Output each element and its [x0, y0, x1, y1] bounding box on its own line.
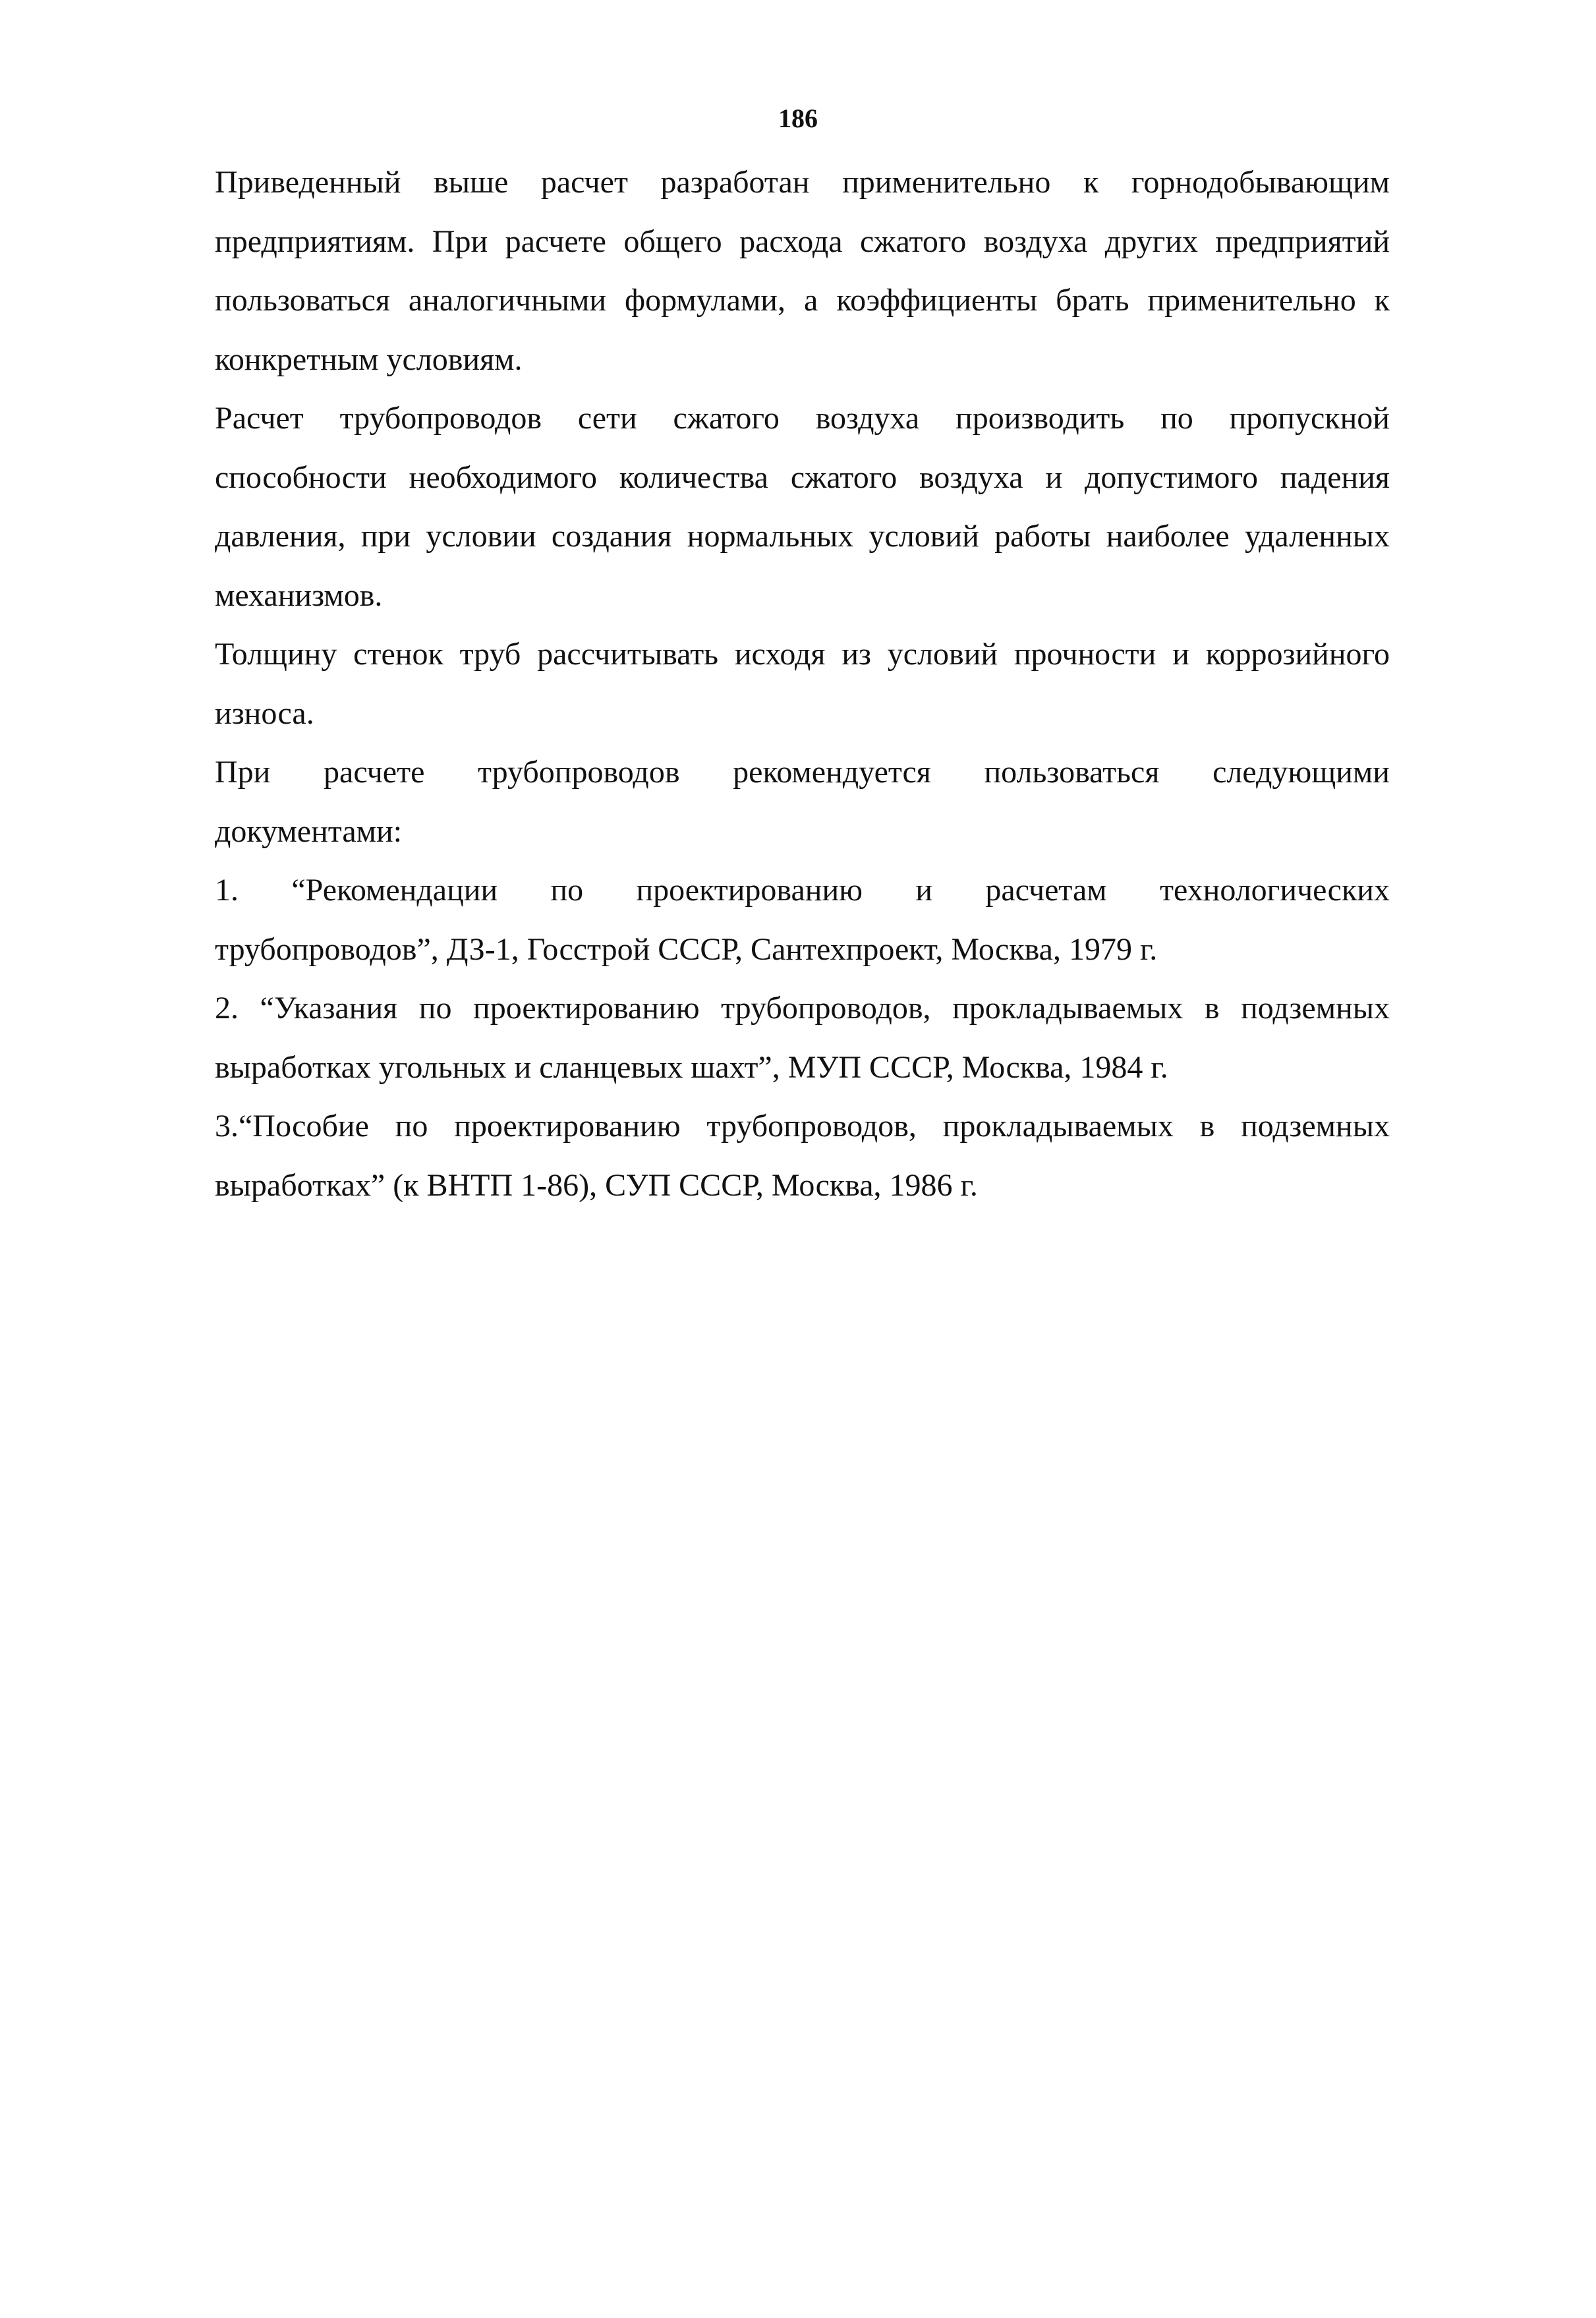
text-line: механизмов.: [215, 577, 383, 613]
text-line: трубопроводов”, ДЗ-1, Госстрой СССР, Сантехпроект, Москва, 1979 г.: [215, 931, 1158, 967]
reference-item-2: [134, 979, 1390, 1097]
text-line: давления, при условии создания нормальных условий работы наиболее удаленных: [215, 519, 1390, 554]
text-line: выработках угольных и сланцевых шахт”, МУП СССР, Москва, 1984 г.: [215, 1049, 1168, 1085]
text-line: Толщину стенок труб рассчитывать исходя из условий прочности и коррозийного: [215, 637, 1390, 672]
paragraph-recommended-documents: [134, 743, 1390, 861]
reference-item-3: [134, 1097, 1390, 1215]
paragraph-pipeline-calculation: [134, 389, 1390, 625]
text-line: выработках” (к ВНТП 1-86), СУП СССР, Москва, 1986 г.: [215, 1167, 978, 1203]
text-line: Приведенный выше расчет разработан применительно к горнодобывающим: [215, 165, 1390, 200]
paragraph-wall-thickness: [134, 625, 1390, 743]
text-line: конкретным условиям.: [215, 341, 523, 377]
paragraph-calculation-scope: [134, 153, 1390, 389]
reference-item-1: [134, 861, 1390, 979]
text-line: способности необходимого количества сжатого воздуха и допустимого падения: [215, 459, 1390, 495]
document-body: [134, 153, 1390, 1215]
text-line: предприятиям. При расчете общего расхода сжатого воздуха других предприятий: [215, 223, 1390, 259]
text-line: 2. “Указания по проектированию трубопроводов, прокладываемых в подземных: [215, 991, 1390, 1026]
page-number: 186: [778, 103, 818, 133]
text-line: При расчете трубопроводов рекомендуется пользоваться следующими: [215, 755, 1390, 790]
text-line: Расчет трубопроводов сети сжатого воздуха производить по пропускной: [215, 401, 1390, 436]
text-line: 3.“Пособие по проектированию трубопроводов, прокладываемых в подземных: [215, 1109, 1390, 1144]
text-line: документами:: [215, 813, 403, 849]
text-line: 1. “Рекомендации по проектированию и расчетам технологических: [215, 873, 1390, 908]
text-line: пользоваться аналогичными формулами, а коэффициенты брать применительно к: [215, 283, 1390, 318]
text-line: износа.: [215, 695, 314, 731]
